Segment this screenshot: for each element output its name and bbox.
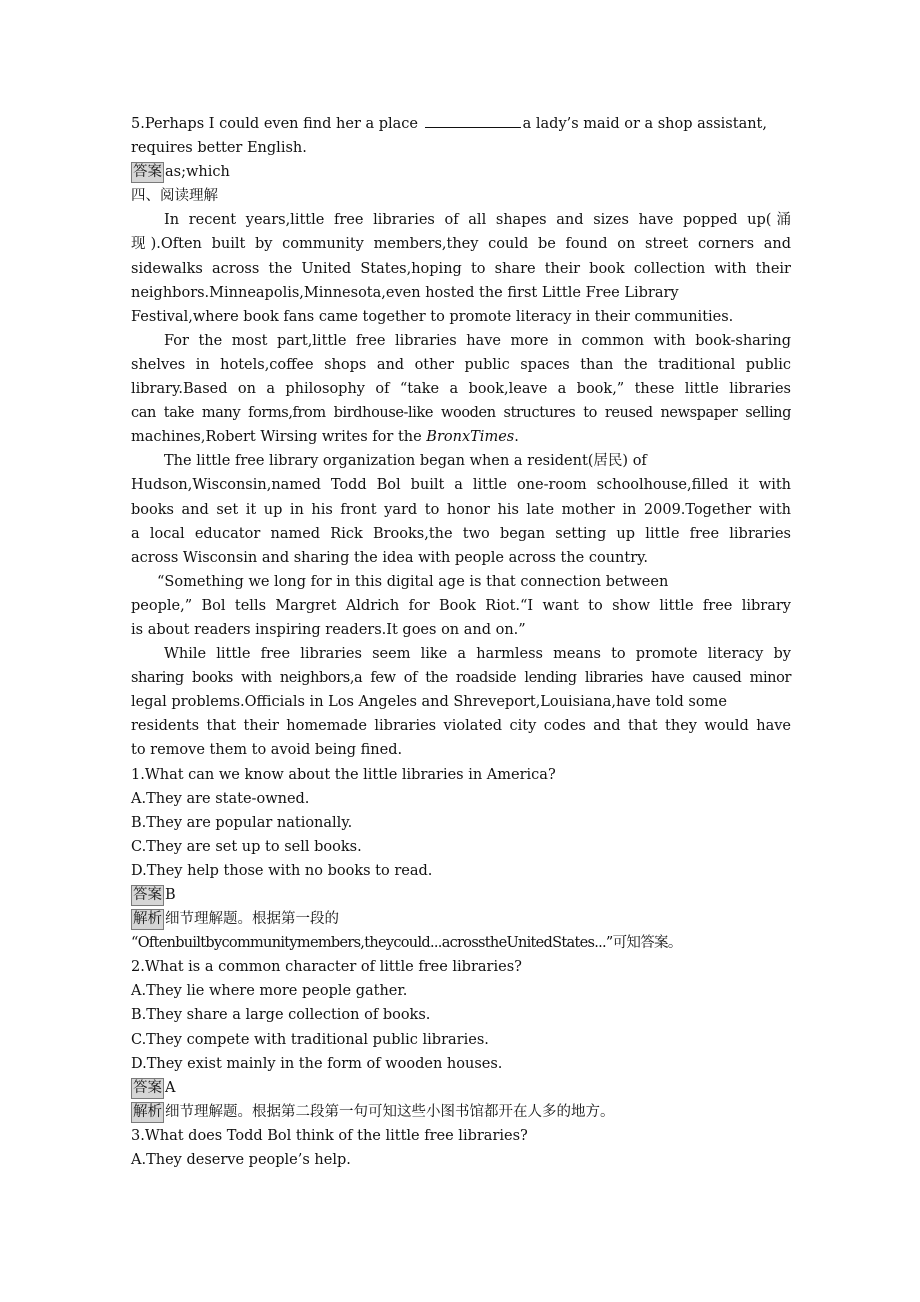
- question-option: D.They exist mainly in the form of wooden houses.: [131, 1055, 503, 1072]
- q5-line-1: [131, 112, 791, 136]
- question-option: A.They are state-owned.: [131, 790, 310, 807]
- passage-line: [131, 425, 791, 449]
- passage-line: library.Based on a philosophy of “take a book,leave a book,” these little libraries: [131, 381, 791, 398]
- question-stem: 1.What can we know about the little libraries in America?: [131, 766, 556, 783]
- analysis-text: 细节理解题。根据第二段第一句可知这些小图书馆都开在人多的地方。: [165, 1103, 615, 1120]
- q5-blank: [425, 113, 521, 128]
- answer-row: [131, 883, 791, 907]
- passage-line: “Something we long for in this digital age is that connection between: [157, 573, 669, 590]
- section-heading: 四、阅读理解: [131, 188, 218, 205]
- analysis-text: 细节理解题。根据第一段的: [165, 911, 339, 928]
- passage-line: can take many forms,from birdhouse-like wooden structures to reused newspaper selling: [131, 405, 791, 422]
- question-option: B.They share a large collection of books.: [131, 1007, 431, 1024]
- answer-label: 答案: [131, 162, 164, 183]
- passage-text: machines,Robert Wirsing writes for the: [131, 429, 427, 446]
- passage-text: .: [514, 429, 519, 446]
- passage-line: While little free libraries seem like a harmless means to promote literacy by: [164, 646, 791, 663]
- answer-label: 答案: [131, 1078, 164, 1099]
- newspaper-title: BronxTimes: [426, 429, 515, 446]
- q5-answer-row: [131, 160, 791, 184]
- answer-row: [131, 1076, 791, 1100]
- question-option: C.They compete with traditional public libraries.: [131, 1031, 489, 1048]
- question-option: D.They help those with no books to read.: [131, 862, 433, 879]
- passage-line: sharing books with neighbors,a few of the roadside lending libraries have caused minor: [131, 670, 791, 687]
- passage-line: residents that their homemade libraries violated city codes and that they would have: [131, 718, 791, 735]
- document-page: [131, 112, 791, 1172]
- question-stem: 2.What is a common character of little free libraries?: [131, 959, 522, 976]
- answer-value: A: [165, 1079, 176, 1096]
- question-stem: 3.What does Todd Bol think of the little free libraries?: [131, 1127, 528, 1144]
- q5-text-before: 5.Perhaps I could even find her a place: [131, 116, 423, 132]
- passage-line: is about readers inspiring readers.It goes on and on.”: [131, 621, 526, 638]
- passage-line: Festival,where book fans came together to promote literacy in their communities.: [131, 308, 734, 325]
- passage-line: across Wisconsin and sharing the idea with people across the country.: [131, 549, 649, 566]
- answer-label: 答案: [131, 885, 164, 906]
- question-option: C.They are set up to sell books.: [131, 838, 362, 855]
- passage-line: people,” Bol tells Margret Aldrich for Book Riot.“I want to show little free library: [131, 597, 791, 614]
- passage-line: In recent years,little free libraries of all shapes and sizes have popped up(涌: [164, 212, 791, 229]
- analysis-row: [131, 907, 791, 931]
- analysis-row: [131, 1100, 791, 1124]
- question-option: B.They are popular nationally.: [131, 814, 353, 831]
- passage-line: books and set it up in his front yard to honor his late mother in 2009.Together with: [131, 501, 791, 518]
- passage-line: legal problems.Officials in Los Angeles and Shreveport,Louisiana,have told some: [131, 694, 727, 711]
- passage-line: For the most part,little free libraries have more in common with book-sharing: [164, 332, 791, 349]
- question-option: A.They lie where more people gather.: [131, 983, 408, 1000]
- passage-line: sidewalks across the United States,hoping to share their book collection with their: [131, 260, 791, 277]
- question-option: A.They deserve people’s help.: [131, 1152, 351, 1169]
- passage-line: shelves in hotels,coffee shops and other public spaces than the traditional public: [131, 356, 791, 373]
- answer-value: as;which: [165, 164, 230, 181]
- analysis-label: 解析: [131, 909, 164, 930]
- passage-line: The little free library organization began when a resident(居民) of: [164, 453, 647, 470]
- passage-line: 现).Often built by community members,they could be found on street corners and: [131, 236, 791, 253]
- q5-line-2: requires better English.: [131, 140, 307, 157]
- passage-line: a local educator named Rick Brooks,the two began setting up little free libraries: [131, 525, 791, 542]
- passage-line: neighbors.Minneapolis,Minnesota,even hosted the first Little Free Library: [131, 284, 679, 301]
- answer-value: B: [165, 887, 176, 903]
- analysis-label: 解析: [131, 1102, 164, 1123]
- analysis-text-line: “Oftenbuiltbycommunitymembers,theycould...acrosstheUnitedStates...”可知答案。: [131, 935, 682, 952]
- q5-text-after: a lady’s maid or a shop assistant,: [522, 116, 767, 132]
- passage-line: Hudson,Wisconsin,named Todd Bol built a little one-room schoolhouse,filled it with: [131, 477, 791, 494]
- passage-line: to remove them to avoid being fined.: [131, 742, 403, 759]
